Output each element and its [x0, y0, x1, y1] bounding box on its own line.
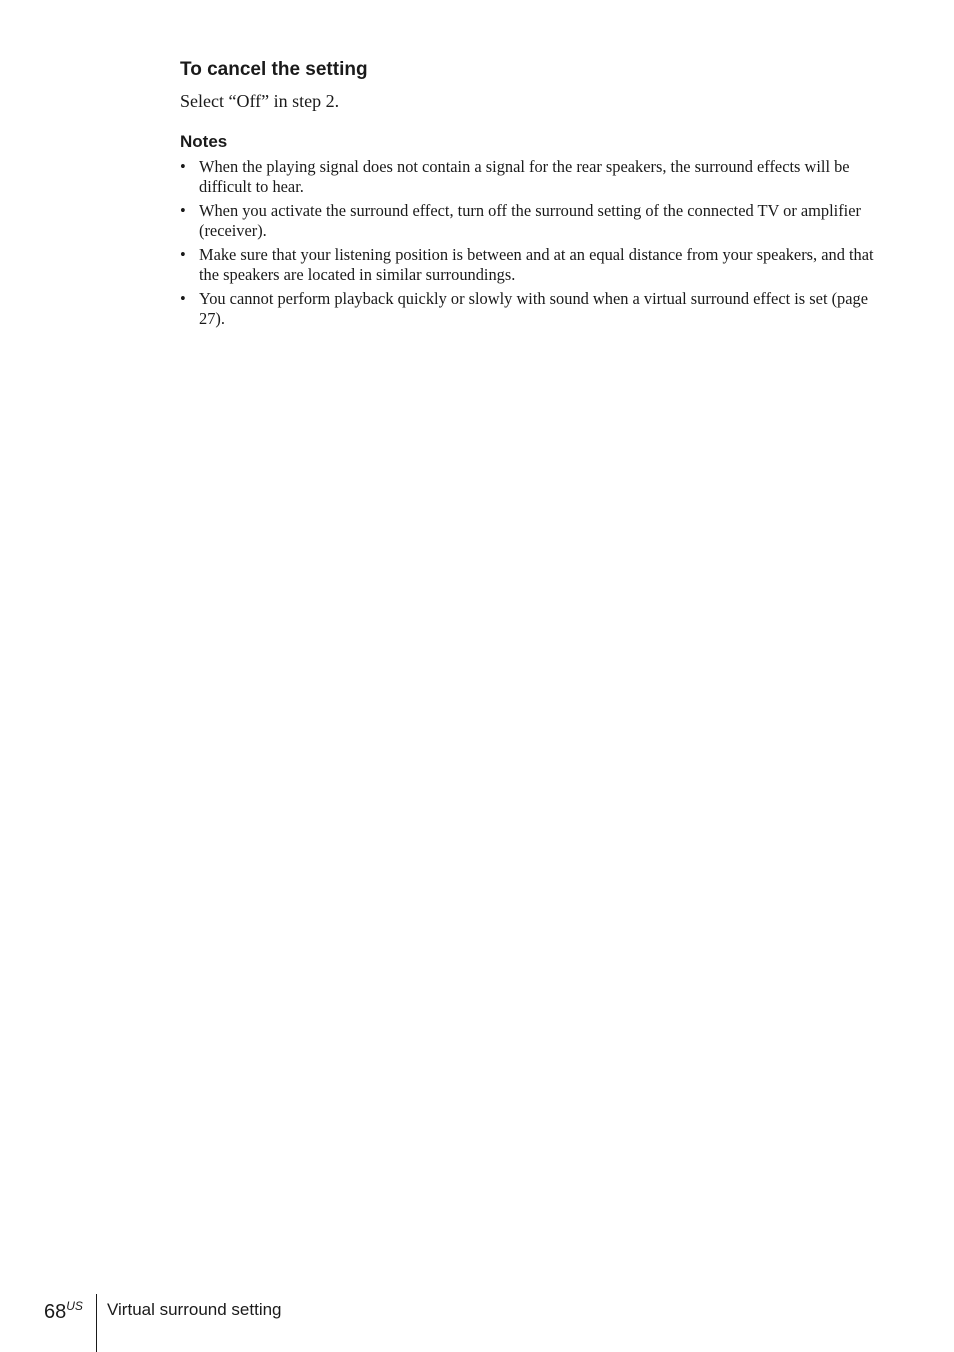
cancel-instruction: Select “Off” in step 2.	[180, 91, 340, 111]
bullet-icon: •	[180, 201, 186, 220]
note-text: Make sure that your listening position is between and at an equal distance from your speakers, and that the speakers are located in similar surroundings.	[199, 245, 874, 284]
note-text: When you activate the surround effect, turn off the surround setting of the connected TV or amplifier (receiver).	[199, 201, 861, 240]
footer-divider	[96, 1294, 97, 1352]
page-number-value: 68	[44, 1301, 67, 1323]
note-text: When the playing signal does not contain a signal for the rear speakers, the surround effects will be difficult to hear.	[199, 157, 850, 196]
note-item	[180, 245, 874, 285]
note-item	[180, 201, 874, 241]
note-item	[180, 289, 874, 329]
note-item	[180, 157, 874, 197]
footer-section-title: Virtual surround setting	[107, 1300, 282, 1319]
page-content	[180, 58, 874, 333]
page-number-suffix: US	[66, 1299, 83, 1313]
note-text: You cannot perform playback quickly or slowly with sound when a virtual surround effect is set (page 27).	[199, 289, 868, 328]
bullet-icon: •	[180, 157, 186, 176]
bullet-icon: •	[180, 245, 186, 264]
cancel-setting-heading: To cancel the setting	[180, 59, 368, 80]
page-number	[44, 1294, 83, 1324]
notes-heading: Notes	[180, 132, 228, 151]
bullet-icon: •	[180, 289, 186, 308]
notes-list	[180, 157, 874, 329]
